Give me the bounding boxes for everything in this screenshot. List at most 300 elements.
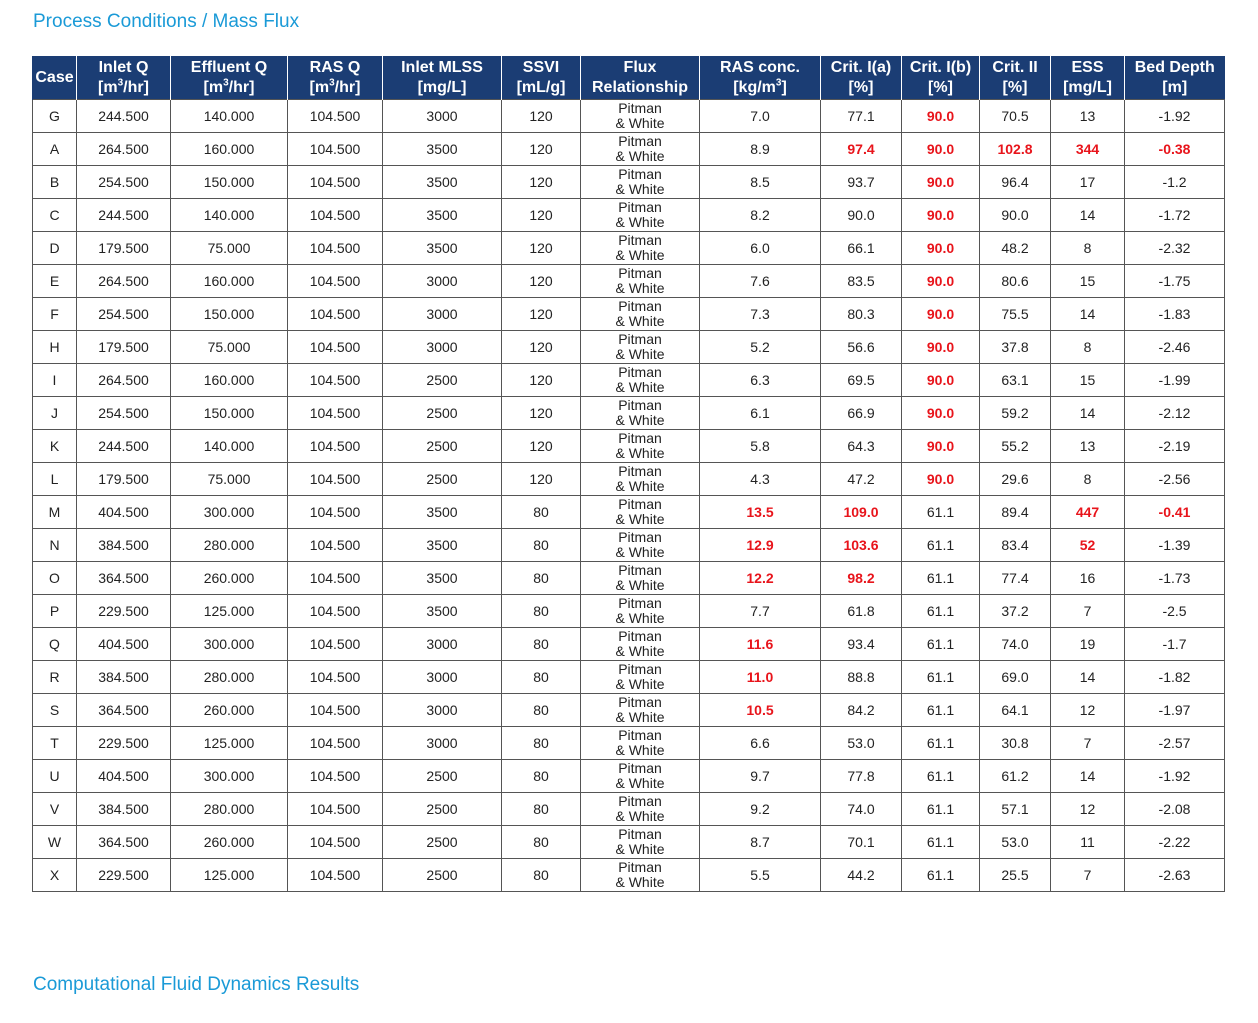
cell-ssvi: 80 [502, 760, 581, 793]
column-header-unit: Relationship [591, 78, 688, 96]
cell-ras-q: 104.500 [288, 265, 383, 298]
cell-effluent-q: 160.000 [171, 364, 288, 397]
cell-bed-depth: -2.19 [1125, 430, 1225, 463]
flux-text-line: Pitman [618, 232, 662, 248]
cell-crit-ia: 97.4 [821, 133, 902, 166]
cell-inlet-mlss: 3000 [383, 628, 502, 661]
cell-crit-ib: 90.0 [902, 298, 980, 331]
cell-inlet-q: 384.500 [77, 661, 171, 694]
table-row [33, 694, 1225, 727]
cell-flux [581, 463, 700, 496]
column-header-unit: [%] [848, 78, 874, 96]
cell-ras-q: 104.500 [288, 562, 383, 595]
cell-flux [581, 859, 700, 892]
cell-crit-ii: 83.4 [980, 529, 1051, 562]
flux-text-line: & White [615, 775, 665, 791]
column-header-label: Inlet MLSS [401, 58, 483, 76]
cell-effluent-q: 160.000 [171, 265, 288, 298]
cell-flux [581, 661, 700, 694]
cell-inlet-mlss: 2500 [383, 793, 502, 826]
cell-crit-ia: 77.1 [821, 100, 902, 133]
table-row [33, 595, 1225, 628]
flux-text-line: & White [615, 676, 665, 692]
cell-ssvi: 80 [502, 793, 581, 826]
cell-crit-ia: 47.2 [821, 463, 902, 496]
cell-ras-q: 104.500 [288, 331, 383, 364]
cell-case: I [33, 364, 77, 397]
cell-flux [581, 793, 700, 826]
cell-effluent-q: 280.000 [171, 661, 288, 694]
cell-crit-ii: 80.6 [980, 265, 1051, 298]
cell-ssvi: 120 [502, 298, 581, 331]
flux-text-line: Pitman [618, 199, 662, 215]
table-row [33, 529, 1225, 562]
column-header-crit-ib [902, 56, 980, 100]
cell-inlet-mlss: 3500 [383, 529, 502, 562]
cell-ras-conc: 9.7 [700, 760, 821, 793]
column-header-label: Flux [623, 58, 657, 76]
cell-inlet-q: 364.500 [77, 826, 171, 859]
cell-inlet-mlss: 2500 [383, 397, 502, 430]
cell-ras-conc: 6.6 [700, 727, 821, 760]
cell-inlet-mlss: 3000 [383, 298, 502, 331]
cell-flux [581, 265, 700, 298]
column-header-unit: $[m^3/hr]$ [98, 77, 149, 96]
cell-inlet-q: 264.500 [77, 265, 171, 298]
cell-bed-depth: -2.63 [1125, 859, 1225, 892]
cell-crit-ii: 75.5 [980, 298, 1051, 331]
cell-inlet-q: 254.500 [77, 298, 171, 331]
cell-crit-ia: 83.5 [821, 265, 902, 298]
cell-bed-depth: -1.83 [1125, 298, 1225, 331]
cell-flux [581, 364, 700, 397]
cell-bed-depth: -0.38 [1125, 133, 1225, 166]
flux-text-line: & White [615, 445, 665, 461]
cell-crit-ii: 57.1 [980, 793, 1051, 826]
cell-flux [581, 133, 700, 166]
cell-bed-depth: -2.46 [1125, 331, 1225, 364]
cell-effluent-q: 140.000 [171, 100, 288, 133]
flux-text-line: & White [615, 313, 665, 329]
cell-crit-ib: 61.1 [902, 595, 980, 628]
flux-text-line: & White [615, 181, 665, 197]
cell-inlet-q: 229.500 [77, 727, 171, 760]
cell-crit-ii: 25.5 [980, 859, 1051, 892]
cell-ess: 8 [1051, 463, 1125, 496]
cell-flux [581, 199, 700, 232]
cell-inlet-q: 264.500 [77, 133, 171, 166]
table-body [33, 100, 1225, 892]
cell-effluent-q: 160.000 [171, 133, 288, 166]
cell-crit-ia: 44.2 [821, 859, 902, 892]
cell-bed-depth: -1.82 [1125, 661, 1225, 694]
cell-ras-q: 104.500 [288, 298, 383, 331]
cell-crit-ia: 77.8 [821, 760, 902, 793]
column-header-label: SSVI [522, 58, 560, 76]
cell-ras-q: 104.500 [288, 661, 383, 694]
cell-ess: 13 [1051, 430, 1125, 463]
cell-inlet-mlss: 2500 [383, 364, 502, 397]
table-row [33, 628, 1225, 661]
cell-inlet-mlss: 3000 [383, 265, 502, 298]
flux-text-line: Pitman [618, 397, 662, 413]
cell-bed-depth: -1.2 [1125, 166, 1225, 199]
cell-bed-depth: -2.56 [1125, 463, 1225, 496]
cell-flux [581, 166, 700, 199]
cell-ras-conc: 7.6 [700, 265, 821, 298]
cell-ssvi: 120 [502, 331, 581, 364]
cell-ras-q: 104.500 [288, 793, 383, 826]
cell-bed-depth: -1.39 [1125, 529, 1225, 562]
cell-crit-ib: 90.0 [902, 331, 980, 364]
flux-text-line: & White [615, 379, 665, 395]
column-header-crit-ii [980, 56, 1051, 100]
column-header-inlet-q [77, 56, 171, 100]
table-row [33, 100, 1225, 133]
cell-ssvi: 80 [502, 826, 581, 859]
cell-flux [581, 628, 700, 661]
cell-ras-q: 104.500 [288, 496, 383, 529]
cell-inlet-q: 244.500 [77, 199, 171, 232]
cell-inlet-q: 244.500 [77, 100, 171, 133]
cell-inlet-mlss: 3500 [383, 166, 502, 199]
cell-ssvi: 80 [502, 562, 581, 595]
cell-inlet-mlss: 3000 [383, 727, 502, 760]
cell-ssvi: 80 [502, 859, 581, 892]
cell-inlet-mlss: 3500 [383, 496, 502, 529]
cell-ssvi: 120 [502, 166, 581, 199]
cell-effluent-q: 280.000 [171, 793, 288, 826]
cell-case: P [33, 595, 77, 628]
cell-crit-ib: 61.1 [902, 760, 980, 793]
cell-bed-depth: -2.12 [1125, 397, 1225, 430]
table-row [33, 562, 1225, 595]
cell-bed-depth: -1.92 [1125, 760, 1225, 793]
table-row [33, 859, 1225, 892]
flux-text-line: Pitman [618, 661, 662, 677]
cell-ras-q: 104.500 [288, 430, 383, 463]
cell-ras-q: 104.500 [288, 595, 383, 628]
cell-crit-ii: 64.1 [980, 694, 1051, 727]
cell-case: W [33, 826, 77, 859]
cell-effluent-q: 300.000 [171, 760, 288, 793]
flux-text-line: Pitman [618, 265, 662, 281]
cell-inlet-q: 179.500 [77, 331, 171, 364]
cell-inlet-mlss: 3500 [383, 595, 502, 628]
cell-ras-conc: 4.3 [700, 463, 821, 496]
cell-effluent-q: 300.000 [171, 496, 288, 529]
cell-effluent-q: 260.000 [171, 562, 288, 595]
column-header-unit: [mg/L] [1063, 78, 1112, 96]
cell-ess: 12 [1051, 694, 1125, 727]
cell-inlet-q: 254.500 [77, 166, 171, 199]
flux-text-line: Pitman [618, 298, 662, 314]
cell-effluent-q: 75.000 [171, 331, 288, 364]
cell-crit-ia: 74.0 [821, 793, 902, 826]
column-header-ras-q [288, 56, 383, 100]
cell-ess: 16 [1051, 562, 1125, 595]
cell-ras-conc: 6.1 [700, 397, 821, 430]
cell-inlet-q: 179.500 [77, 232, 171, 265]
cell-crit-ib: 90.0 [902, 265, 980, 298]
flux-text-line: & White [615, 808, 665, 824]
cell-effluent-q: 150.000 [171, 397, 288, 430]
cell-effluent-q: 300.000 [171, 628, 288, 661]
next-section-title: Computational Fluid Dynamics Results [33, 974, 360, 995]
cell-flux [581, 826, 700, 859]
flux-text-line: Pitman [618, 133, 662, 149]
table-row [33, 364, 1225, 397]
column-header-ssvi [502, 56, 581, 100]
cell-inlet-mlss: 3500 [383, 199, 502, 232]
cell-ssvi: 120 [502, 463, 581, 496]
cell-crit-ii: 90.0 [980, 199, 1051, 232]
flux-text-line: & White [615, 346, 665, 362]
cell-effluent-q: 140.000 [171, 430, 288, 463]
cell-effluent-q: 125.000 [171, 859, 288, 892]
cell-ess: 7 [1051, 727, 1125, 760]
cell-crit-ib: 90.0 [902, 100, 980, 133]
cell-inlet-q: 364.500 [77, 562, 171, 595]
column-header-bed-depth [1125, 56, 1225, 100]
cell-inlet-q: 179.500 [77, 463, 171, 496]
cell-case: Q [33, 628, 77, 661]
cell-crit-ib: 90.0 [902, 166, 980, 199]
cell-crit-ib: 61.1 [902, 628, 980, 661]
cell-flux [581, 397, 700, 430]
cell-crit-ib: 61.1 [902, 826, 980, 859]
cell-crit-ia: 90.0 [821, 199, 902, 232]
cell-ssvi: 80 [502, 661, 581, 694]
cell-crit-ia: 53.0 [821, 727, 902, 760]
cell-case: B [33, 166, 77, 199]
cell-case: L [33, 463, 77, 496]
table-row [33, 826, 1225, 859]
table-row [33, 397, 1225, 430]
cell-case: D [33, 232, 77, 265]
cell-ess: 344 [1051, 133, 1125, 166]
cell-inlet-mlss: 3000 [383, 331, 502, 364]
column-header-case [33, 56, 77, 100]
cell-ess: 7 [1051, 859, 1125, 892]
cell-ras-conc: 5.2 [700, 331, 821, 364]
cell-case: R [33, 661, 77, 694]
cell-ras-conc: 5.5 [700, 859, 821, 892]
cell-ess: 11 [1051, 826, 1125, 859]
column-header-label: Bed Depth [1134, 58, 1215, 76]
cell-bed-depth: -1.75 [1125, 265, 1225, 298]
flux-text-line: Pitman [618, 760, 662, 776]
flux-text-line: & White [615, 742, 665, 758]
cell-bed-depth: -1.72 [1125, 199, 1225, 232]
cell-ssvi: 80 [502, 595, 581, 628]
flux-text-line: & White [615, 577, 665, 593]
cell-case: V [33, 793, 77, 826]
cell-ssvi: 80 [502, 694, 581, 727]
cell-inlet-q: 404.500 [77, 760, 171, 793]
cell-bed-depth: -1.92 [1125, 100, 1225, 133]
column-header-effluent-q [171, 56, 288, 100]
cell-bed-depth: -2.22 [1125, 826, 1225, 859]
cell-ess: 8 [1051, 232, 1125, 265]
cell-bed-depth: -2.32 [1125, 232, 1225, 265]
flux-text-line: Pitman [618, 100, 662, 116]
cell-crit-ib: 90.0 [902, 397, 980, 430]
column-header-inlet-mlss [383, 56, 502, 100]
cell-ess: 17 [1051, 166, 1125, 199]
table-row [33, 760, 1225, 793]
cell-ras-conc: 8.2 [700, 199, 821, 232]
cell-ess: 52 [1051, 529, 1125, 562]
table-row [33, 298, 1225, 331]
cell-crit-ia: 66.9 [821, 397, 902, 430]
cell-bed-depth: -0.41 [1125, 496, 1225, 529]
cell-crit-ib: 61.1 [902, 859, 980, 892]
cell-effluent-q: 75.000 [171, 463, 288, 496]
cell-ras-q: 104.500 [288, 397, 383, 430]
cell-ess: 14 [1051, 760, 1125, 793]
flux-text-line: Pitman [618, 694, 662, 710]
cell-effluent-q: 260.000 [171, 826, 288, 859]
column-header-label: RAS conc. [719, 58, 800, 76]
cell-effluent-q: 75.000 [171, 232, 288, 265]
cell-ras-q: 104.500 [288, 199, 383, 232]
cell-inlet-mlss: 3500 [383, 562, 502, 595]
cell-ess: 7 [1051, 595, 1125, 628]
flux-text-line: Pitman [618, 496, 662, 512]
flux-text-line: Pitman [618, 727, 662, 743]
cell-crit-ia: 56.6 [821, 331, 902, 364]
cell-ras-conc: 10.5 [700, 694, 821, 727]
process-conditions-table [32, 56, 1225, 892]
cell-effluent-q: 140.000 [171, 199, 288, 232]
cell-inlet-q: 384.500 [77, 793, 171, 826]
cell-inlet-q: 404.500 [77, 496, 171, 529]
column-header-unit: [%] [928, 78, 953, 96]
cell-case: O [33, 562, 77, 595]
cell-crit-ii: 55.2 [980, 430, 1051, 463]
cell-ssvi: 120 [502, 232, 581, 265]
cell-bed-depth: -1.99 [1125, 364, 1225, 397]
cell-case: E [33, 265, 77, 298]
cell-inlet-mlss: 2500 [383, 430, 502, 463]
cell-case: M [33, 496, 77, 529]
flux-text-line: Pitman [618, 595, 662, 611]
cell-crit-ii: 69.0 [980, 661, 1051, 694]
table-row [33, 661, 1225, 694]
cell-ras-conc: 8.5 [700, 166, 821, 199]
cell-flux [581, 562, 700, 595]
cell-crit-ii: 37.8 [980, 331, 1051, 364]
cell-ras-conc: 9.2 [700, 793, 821, 826]
column-header-ess [1051, 56, 1125, 100]
table-row [33, 265, 1225, 298]
cell-ess: 14 [1051, 298, 1125, 331]
cell-crit-ia: 98.2 [821, 562, 902, 595]
cell-ras-q: 104.500 [288, 100, 383, 133]
cell-flux [581, 232, 700, 265]
cell-ras-q: 104.500 [288, 628, 383, 661]
column-header-unit: $[m^3/hr]$ [203, 77, 255, 96]
flux-text-line: & White [615, 643, 665, 659]
cell-effluent-q: 150.000 [171, 166, 288, 199]
cell-inlet-mlss: 2500 [383, 463, 502, 496]
cell-ras-q: 104.500 [288, 727, 383, 760]
column-header-unit: [mg/L] [417, 78, 467, 96]
flux-text-line: Pitman [618, 430, 662, 446]
flux-text-line: & White [615, 412, 665, 428]
cell-crit-ii: 53.0 [980, 826, 1051, 859]
cell-crit-ib: 90.0 [902, 232, 980, 265]
table-header-row [33, 56, 1225, 100]
table-row [33, 166, 1225, 199]
cell-ssvi: 120 [502, 364, 581, 397]
cell-ess: 14 [1051, 199, 1125, 232]
cell-inlet-q: 404.500 [77, 628, 171, 661]
cell-case: A [33, 133, 77, 166]
cell-crit-ii: 61.2 [980, 760, 1051, 793]
cell-inlet-mlss: 3000 [383, 100, 502, 133]
flux-text-line: & White [615, 115, 665, 131]
cell-bed-depth: -2.5 [1125, 595, 1225, 628]
flux-text-line: & White [615, 247, 665, 263]
cell-ess: 15 [1051, 265, 1125, 298]
table-row [33, 793, 1225, 826]
cell-ess: 447 [1051, 496, 1125, 529]
cell-ras-conc: 6.3 [700, 364, 821, 397]
cell-ras-conc: 6.0 [700, 232, 821, 265]
flux-text-line: Pitman [618, 859, 662, 875]
cell-ras-conc: 5.8 [700, 430, 821, 463]
cell-inlet-q: 229.500 [77, 859, 171, 892]
cell-ras-conc: 11.6 [700, 628, 821, 661]
cell-ssvi: 120 [502, 430, 581, 463]
cell-inlet-q: 244.500 [77, 430, 171, 463]
cell-crit-ib: 61.1 [902, 694, 980, 727]
cell-crit-ia: 103.6 [821, 529, 902, 562]
cell-crit-ib: 61.1 [902, 562, 980, 595]
cell-ess: 8 [1051, 331, 1125, 364]
cell-ras-conc: 7.3 [700, 298, 821, 331]
cell-bed-depth: -1.7 [1125, 628, 1225, 661]
cell-ras-conc: 8.7 [700, 826, 821, 859]
cell-bed-depth: -2.57 [1125, 727, 1225, 760]
cell-inlet-mlss: 3500 [383, 133, 502, 166]
cell-ras-q: 104.500 [288, 694, 383, 727]
cell-crit-ib: 90.0 [902, 463, 980, 496]
section-title: Process Conditions / Mass Flux [33, 11, 300, 32]
cell-ras-q: 104.500 [288, 760, 383, 793]
cell-flux [581, 529, 700, 562]
cell-ras-q: 104.500 [288, 133, 383, 166]
table-row [33, 199, 1225, 232]
cell-inlet-q: 254.500 [77, 397, 171, 430]
cell-case: U [33, 760, 77, 793]
cell-crit-ib: 90.0 [902, 364, 980, 397]
cell-crit-ib: 90.0 [902, 199, 980, 232]
cell-ssvi: 120 [502, 265, 581, 298]
cell-ras-q: 104.500 [288, 232, 383, 265]
table-row [33, 727, 1225, 760]
cell-effluent-q: 150.000 [171, 298, 288, 331]
cell-inlet-mlss: 3000 [383, 694, 502, 727]
cell-crit-ia: 66.1 [821, 232, 902, 265]
cell-crit-ia: 70.1 [821, 826, 902, 859]
cell-inlet-mlss: 2500 [383, 826, 502, 859]
flux-text-line: & White [615, 478, 665, 494]
column-header-unit: $[kg/m^3]$ [733, 77, 787, 96]
cell-crit-ia: 69.5 [821, 364, 902, 397]
